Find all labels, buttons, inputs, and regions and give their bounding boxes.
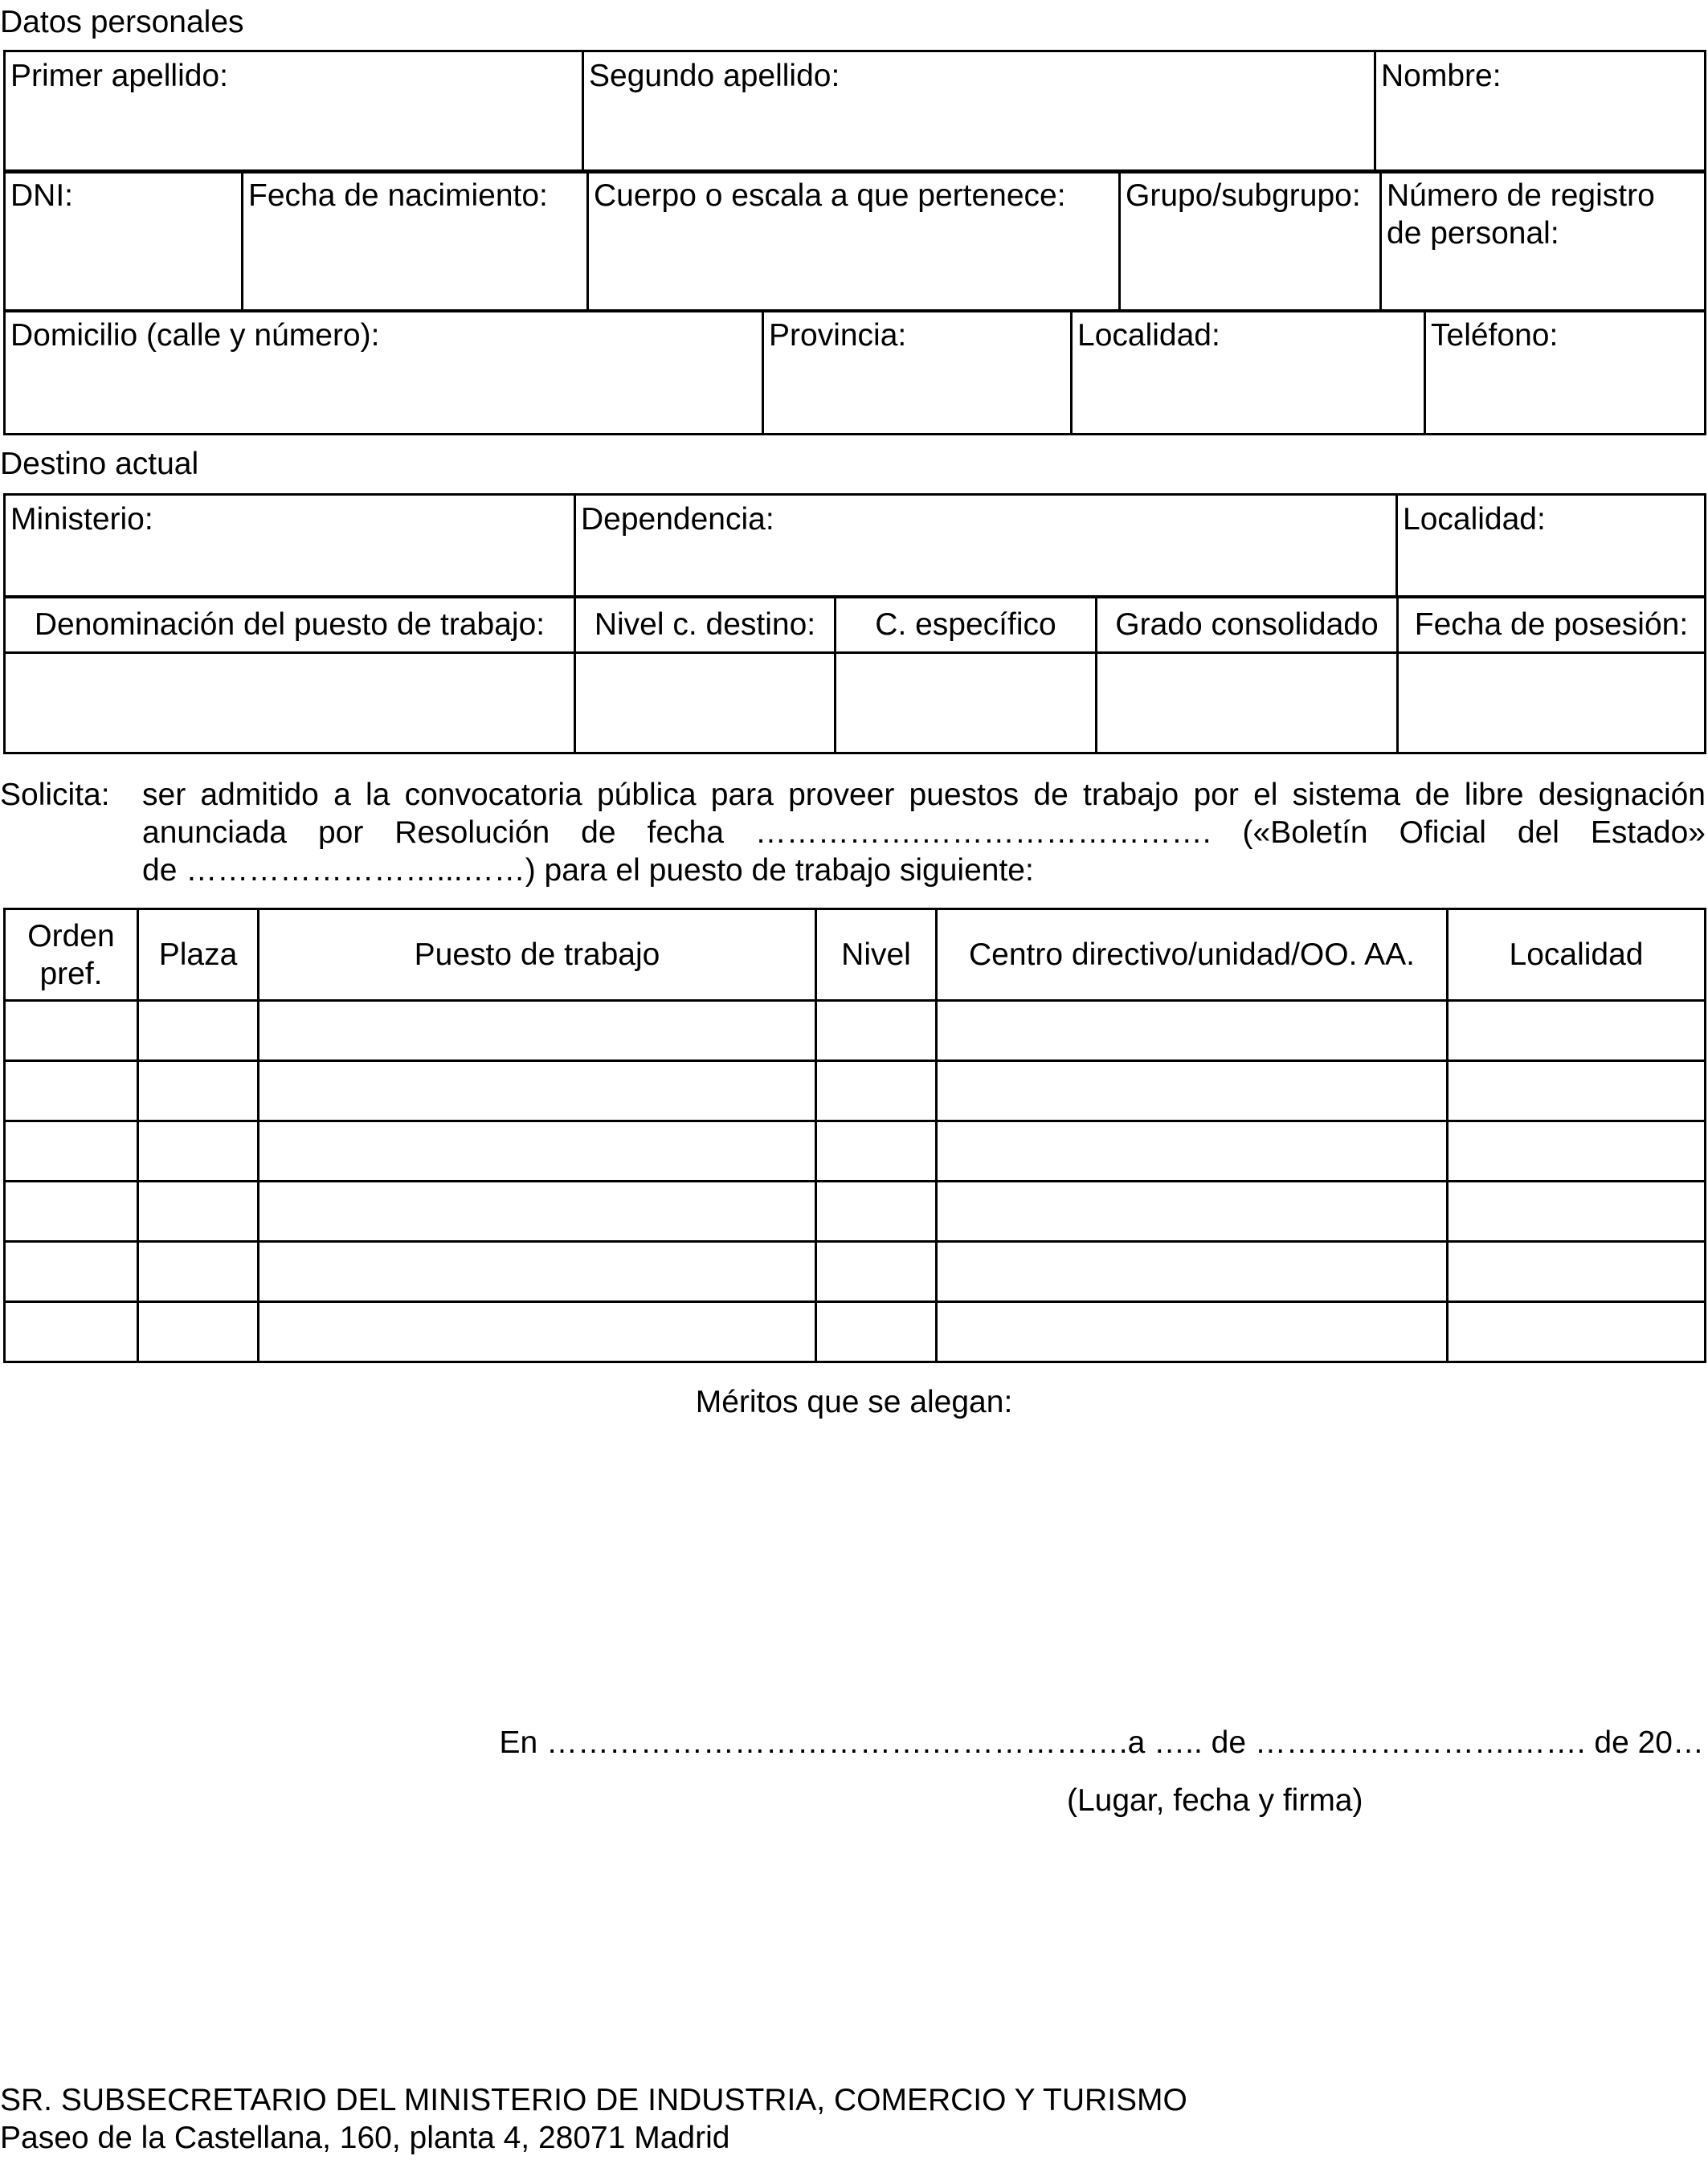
nivel-header	[816, 909, 937, 1001]
denominacion-puesto-header	[5, 597, 575, 653]
ministerio-label: Ministerio:	[10, 502, 153, 537]
table-cell[interactable]	[138, 1121, 259, 1182]
dependencia-label: Dependencia:	[581, 502, 774, 537]
grado-consolidado-label: Grado consolidado	[1115, 606, 1379, 642]
provincia-field[interactable]	[763, 311, 1072, 435]
grado-consolidado-header	[1097, 597, 1398, 653]
table-cell[interactable]	[1448, 1242, 1706, 1302]
table-cell[interactable]	[138, 1061, 259, 1121]
solicita-line-3: de ……………………...……) para el puesto de trabajo siguiente:	[142, 853, 1034, 888]
table-cell[interactable]	[259, 1242, 816, 1302]
telefono-label: Teléfono:	[1431, 318, 1559, 353]
table-cell[interactable]	[259, 1302, 816, 1362]
table-cell[interactable]	[259, 1001, 816, 1061]
solicita-line-1: ser admitido a la convocatoria pública para proveer puestos de trabajo por el sistema de libre designación	[142, 778, 1706, 812]
c-especifico-input[interactable]	[836, 653, 1097, 753]
table-cell[interactable]	[816, 1302, 937, 1362]
table-cell[interactable]	[138, 1242, 259, 1302]
cuerpo-escala-field[interactable]	[588, 171, 1120, 312]
domicilio-label: Domicilio (calle y número):	[10, 318, 380, 353]
fecha-posesion-label: Fecha de posesión:	[1414, 606, 1689, 642]
section-title-destino-actual: Destino actual	[0, 447, 199, 481]
plaza-header	[138, 909, 259, 1001]
table-cell[interactable]	[937, 1182, 1448, 1242]
datos-personales-row2	[3, 169, 1706, 312]
fecha-posesion-header	[1398, 597, 1706, 653]
fecha-nacimiento-label: Fecha de nacimiento:	[248, 178, 548, 213]
segundo-apellido-label: Segundo apellido:	[589, 59, 840, 93]
datos-personales-table	[3, 50, 1706, 174]
table-cell[interactable]	[138, 1182, 259, 1242]
numero-registro-label-2: de personal:	[1387, 216, 1559, 251]
orden-label: Orden	[27, 918, 115, 953]
nivel-label: Nivel	[841, 937, 911, 972]
table-cell[interactable]	[937, 1121, 1448, 1182]
segundo-apellido-field[interactable]	[583, 51, 1375, 173]
telefono-field[interactable]	[1425, 311, 1706, 435]
denominacion-puesto-label: Denominación del puesto de trabajo:	[34, 606, 545, 642]
destino-localidad-label: Localidad:	[1403, 502, 1546, 537]
dependencia-field[interactable]	[575, 495, 1397, 598]
grupo-subgrupo-label: Grupo/subgrupo:	[1126, 178, 1361, 213]
table-row	[5, 1242, 1706, 1302]
table-cell[interactable]	[1448, 1182, 1706, 1242]
destino-row1	[3, 493, 1706, 598]
denominacion-puesto-input[interactable]	[5, 653, 575, 753]
table-row	[5, 1001, 1706, 1061]
solicita-line-2: anunciada por Resolución de fecha …………….………………………. («Boletín Oficial del Estado»	[142, 815, 1706, 850]
grupo-subgrupo-field[interactable]	[1120, 171, 1381, 312]
table-cell[interactable]	[1448, 1061, 1706, 1121]
destinatario-line-1: SR. SUBSECRETARIO DEL MINISTERIO DE INDUSTRIA, COMERCIO Y TURISMO	[0, 2083, 1187, 2117]
table-row	[5, 1302, 1706, 1362]
nivel-destino-label: Nivel c. destino:	[594, 606, 816, 642]
puestos-header-row	[5, 909, 1706, 1001]
primer-apellido-label: Primer apellido:	[10, 59, 228, 93]
table-cell[interactable]	[5, 1302, 138, 1362]
table-cell[interactable]	[5, 1182, 138, 1242]
solicita-text	[142, 776, 1706, 889]
puesto-header	[259, 909, 816, 1001]
table-cell[interactable]	[5, 1242, 138, 1302]
table-cell[interactable]	[259, 1121, 816, 1182]
table-cell[interactable]	[138, 1001, 259, 1061]
c-especifico-header	[836, 597, 1097, 653]
localidad-field[interactable]	[1072, 311, 1425, 435]
provincia-label: Provincia:	[769, 318, 907, 353]
destinatario-line-2: Paseo de la Castellana, 160, planta 4, 28071 Madrid	[0, 2121, 730, 2155]
orden-pref-header	[5, 909, 138, 1001]
nivel-destino-header	[575, 597, 836, 653]
numero-registro-field[interactable]	[1381, 171, 1706, 312]
firma-line: En ……………………………….……………….a ….. de …………………….……. de 20…	[499, 1725, 1704, 1760]
firma-caption: (Lugar, fecha y firma)	[1067, 1783, 1363, 1818]
section-title-datos-personales: Datos personales	[0, 5, 244, 39]
solicita-label: Solicita:	[0, 778, 110, 812]
table-cell[interactable]	[816, 1242, 937, 1302]
numero-registro-label-1: Número de registro	[1387, 178, 1655, 213]
table-cell[interactable]	[5, 1001, 138, 1061]
pref-label: pref.	[39, 956, 103, 991]
nombre-label: Nombre:	[1381, 59, 1502, 93]
fecha-nacimiento-field[interactable]	[243, 171, 588, 312]
meritos-label: Méritos que se alegan:	[695, 1385, 1013, 1419]
cuerpo-escala-label: Cuerpo o escala a que pertenece:	[594, 178, 1066, 213]
table-cell[interactable]	[816, 1001, 937, 1061]
centro-header	[937, 909, 1448, 1001]
table-cell[interactable]	[937, 1061, 1448, 1121]
c-especifico-label: C. específico	[875, 606, 1056, 642]
destino-localidad-field[interactable]	[1397, 495, 1706, 598]
primer-apellido-field[interactable]	[5, 51, 583, 173]
datos-personales-row3	[3, 309, 1706, 435]
nivel-destino-input[interactable]	[575, 653, 836, 753]
destino-row2	[3, 595, 1706, 754]
table-cell[interactable]	[1448, 1302, 1706, 1362]
table-cell[interactable]	[937, 1242, 1448, 1302]
table-cell[interactable]	[1448, 1121, 1706, 1182]
table-cell[interactable]	[816, 1061, 937, 1121]
table-cell[interactable]	[5, 1121, 138, 1182]
fecha-posesion-input[interactable]	[1398, 653, 1706, 753]
table-row	[5, 1121, 1706, 1182]
table-cell[interactable]	[937, 1302, 1448, 1362]
nombre-field[interactable]	[1375, 51, 1706, 173]
table-cell[interactable]	[816, 1121, 937, 1182]
localidad-label: Localidad:	[1077, 318, 1220, 353]
table-cell[interactable]	[816, 1182, 937, 1242]
ministerio-field[interactable]	[5, 495, 575, 598]
grado-consolidado-input[interactable]	[1097, 653, 1398, 753]
table-cell[interactable]	[1448, 1001, 1706, 1061]
table-cell[interactable]	[5, 1061, 138, 1121]
puestos-table	[3, 908, 1706, 1363]
dni-field[interactable]	[5, 171, 243, 312]
table-row	[5, 1182, 1706, 1242]
plaza-label: Plaza	[158, 937, 238, 972]
table-row	[5, 1061, 1706, 1121]
table-cell[interactable]	[259, 1182, 816, 1242]
table-cell[interactable]	[937, 1001, 1448, 1061]
localidad-col-label: Localidad	[1509, 937, 1644, 972]
table-cell[interactable]	[138, 1302, 259, 1362]
domicilio-field[interactable]	[5, 311, 763, 435]
localidad-header	[1448, 909, 1706, 1001]
centro-label: Centro directivo/unidad/OO. AA.	[969, 937, 1415, 972]
dni-label: DNI:	[10, 178, 73, 213]
table-cell[interactable]	[259, 1061, 816, 1121]
puesto-label: Puesto de trabajo	[414, 937, 660, 972]
